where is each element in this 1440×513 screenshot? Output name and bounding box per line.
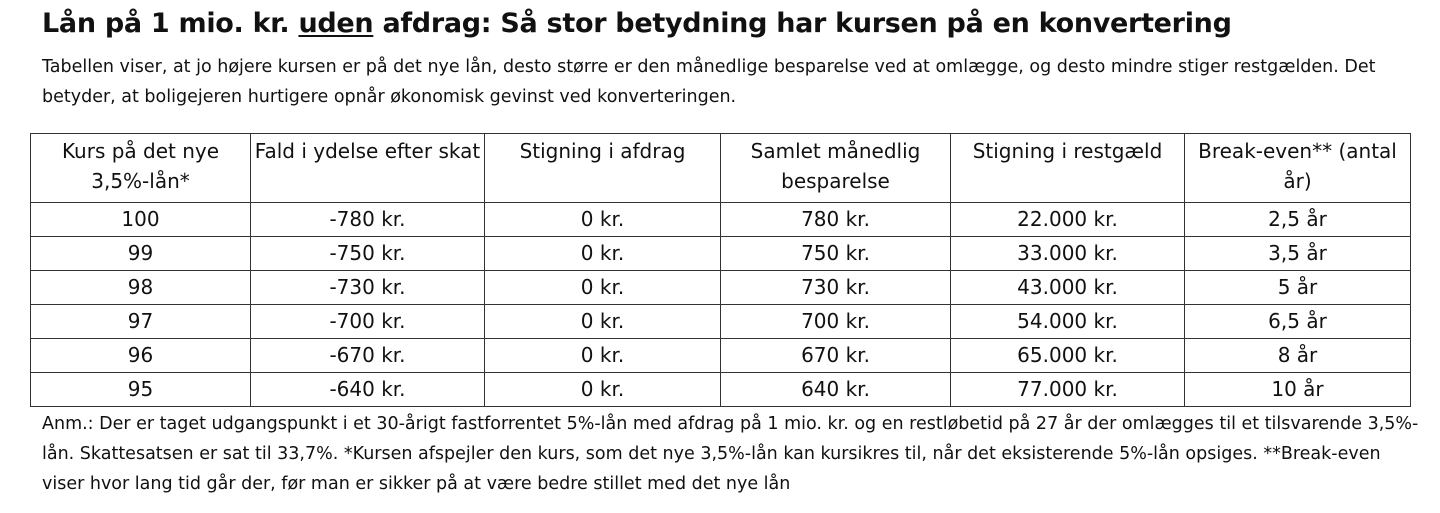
table-row [31, 339, 1411, 373]
title-part-2: afdrag: Så stor betydning har kursen på en konvertering [373, 8, 1232, 39]
page-subtitle: Tabellen viser, at jo højere kursen er på det nye lån, desto større er den månedlige besparelse ved at omlægge, og desto mindre stiger restgælden. Det betyder, at boligejeren hurtigere opnår økonomisk gevinst ved konverteringen. [42, 57, 1376, 107]
table-cell: 8 år [1185, 339, 1411, 373]
table-header-row [31, 134, 1411, 203]
table-row [31, 271, 1411, 305]
table-cell: 750 kr. [721, 237, 951, 271]
table-row [31, 373, 1411, 407]
column-header-kurs: Kurs på det nye 3,5%-lån* [31, 134, 251, 203]
table-cell: -700 kr. [251, 305, 485, 339]
table-cell: 10 år [1185, 373, 1411, 407]
table-cell: 2,5 år [1185, 203, 1411, 237]
column-header-fald-i-ydelse: Fald i ydelse efter skat [251, 134, 485, 203]
conversion-table [30, 133, 1411, 407]
column-header-samlet-besparelse: Samlet månedlig besparelse [721, 134, 951, 203]
table-cell: 640 kr. [721, 373, 951, 407]
table-row [31, 203, 1411, 237]
table-cell: 5 år [1185, 271, 1411, 305]
table-cell: -730 kr. [251, 271, 485, 305]
column-header-break-even: Break-even** (antal år) [1185, 134, 1411, 203]
table-cell: 700 kr. [721, 305, 951, 339]
table-cell: 95 [31, 373, 251, 407]
table-cell: 0 kr. [485, 237, 721, 271]
table-cell: 97 [31, 305, 251, 339]
table-cell: 6,5 år [1185, 305, 1411, 339]
table-cell: 54.000 kr. [951, 305, 1185, 339]
title-underlined-word: uden [298, 8, 374, 39]
table-cell: -670 kr. [251, 339, 485, 373]
column-header-stigning-i-restgaeld: Stigning i restgæld [951, 134, 1185, 203]
table-cell: 780 kr. [721, 203, 951, 237]
table-cell: 730 kr. [721, 271, 951, 305]
table-cell: 77.000 kr. [951, 373, 1185, 407]
table-cell: 3,5 år [1185, 237, 1411, 271]
table-cell: 0 kr. [485, 339, 721, 373]
page-title [42, 8, 1232, 39]
table-row [31, 237, 1411, 271]
table-cell: 0 kr. [485, 203, 721, 237]
table-footnote: Anm.: Der er taget udgangspunkt i et 30-årigt fastforrentet 5%-lån med afdrag på 1 mio. kr. og en restløbetid på 27 år der omlægges til et tilsvarende 3,5%-lån. Skattesatsen er sat til 33,7%. *Kursen afspejler den kurs, som det nye 3,5%-lån kan kursikres til, når det eksisterende 5%-lån opsiges. **Break-even viser hvor lang tid går der, før man er sikker på at være bedre stillet med det nye lån [42, 414, 1419, 494]
table-cell: 0 kr. [485, 305, 721, 339]
table-row [31, 305, 1411, 339]
table-cell: -780 kr. [251, 203, 485, 237]
table-cell: 0 kr. [485, 271, 721, 305]
table-cell: 0 kr. [485, 373, 721, 407]
table-cell: 96 [31, 339, 251, 373]
column-header-stigning-i-afdrag: Stigning i afdrag [485, 134, 721, 203]
table-cell: 98 [31, 271, 251, 305]
table-cell: 100 [31, 203, 251, 237]
table-cell: 65.000 kr. [951, 339, 1185, 373]
table-cell: 670 kr. [721, 339, 951, 373]
table-cell: -750 kr. [251, 237, 485, 271]
title-part-1: Lån på 1 mio. kr. [42, 8, 299, 39]
table-cell: 43.000 kr. [951, 271, 1185, 305]
table-cell: 22.000 kr. [951, 203, 1185, 237]
table-cell: 99 [31, 237, 251, 271]
table-cell: 33.000 kr. [951, 237, 1185, 271]
table-cell: -640 kr. [251, 373, 485, 407]
